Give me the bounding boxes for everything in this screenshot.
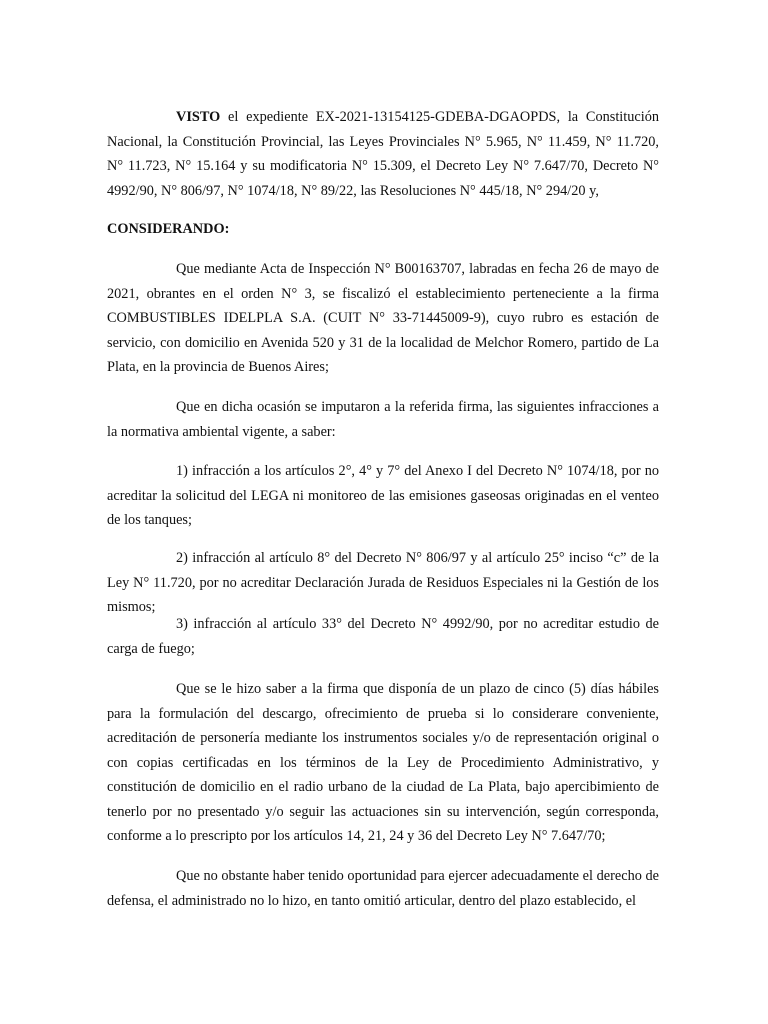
paragraph-infraccion-2: 2) infracción al artículo 8° del Decreto N° 806/97 y al artículo 25° inciso “c” de la Ley N° 11.720, por no acreditar Declaración Jurada de Residuos Especiales ni la Gestión de los mismos; [107, 550, 659, 615]
paragraph-no-obstante: Que no obstante haber tenido oportunidad para ejercer adecuadamente el derecho de defensa, el administrado no lo hizo, en tanto omitió articular, dentro del plazo establecido, el [107, 868, 659, 909]
paragraph-infracciones-intro: Que en dicha ocasión se imputaron a la referida firma, las siguientes infracciones a la normativa ambiental vigente, a saber: [107, 399, 659, 440]
paragraph-plazo-descargo: Que se le hizo saber a la firma que disponía de un plazo de cinco (5) días hábiles para la formulación del descargo, ofrecimiento de prueba si lo considerare conveniente, acreditación de personería mediante los instrumentos sociales y/o de representación original o con copias certificadas en los términos de la Ley de Procedimiento Administrativo, y constitución de domicilio en el radio urbano de la ciudad de La Plata, bajo apercibimiento de tenerlo por no presentado y/o seguir las actuaciones sin su intervención, según corresponda, conforme a lo prescripto por los artículos 14, 21, 24 y 36 del Decreto Ley N° 7.647/70; [107, 681, 659, 844]
visto-paragraph [107, 105, 659, 203]
paragraph-acta-inspeccion: Que mediante Acta de Inspección N° B00163707, labradas en fecha 26 de mayo de 2021, obrantes en el orden N° 3, se fiscalizó el establecimiento perteneciente a la firma COMBUSTIBLES IDELPLA S.A. (CUIT N° 33-71445009-9), cuyo rubro es estación de servicio, con domicilio en Avenida 520 y 31 de la localidad de Melchor Romero, partido de La Plata, en la provincia de Buenos Aires; [107, 261, 659, 375]
visto-text: el expediente EX-2021-13154125-GDEBA-DGAOPDS, la Constitución Nacional, la Constitución Provincial, las Leyes Provinciales N° 5.965, N° 11.459, N° 11.720, N° 11.723, N° 15.164 y su modificatoria N° 15.309, el Decreto Ley N° 7.647/70, Decreto N° 4992/90, N° 806/97, N° 1074/18, N° 89/22, las Resoluciones N° 445/18, N° 294/20 y, [107, 109, 659, 199]
visto-label: VISTO [176, 109, 221, 125]
considerando-heading: CONSIDERANDO: [107, 221, 230, 237]
paragraph-infraccion-3: 3) infracción al artículo 33° del Decreto N° 4992/90, por no acreditar estudio de carga de fuego; [107, 616, 659, 657]
paragraph-infraccion-1: 1) infracción a los artículos 2°, 4° y 7° del Anexo I del Decreto N° 1074/18, por no acreditar la solicitud del LEGA ni monitoreo de las emisiones gaseosas originadas en el venteo de los tanques; [107, 463, 659, 528]
